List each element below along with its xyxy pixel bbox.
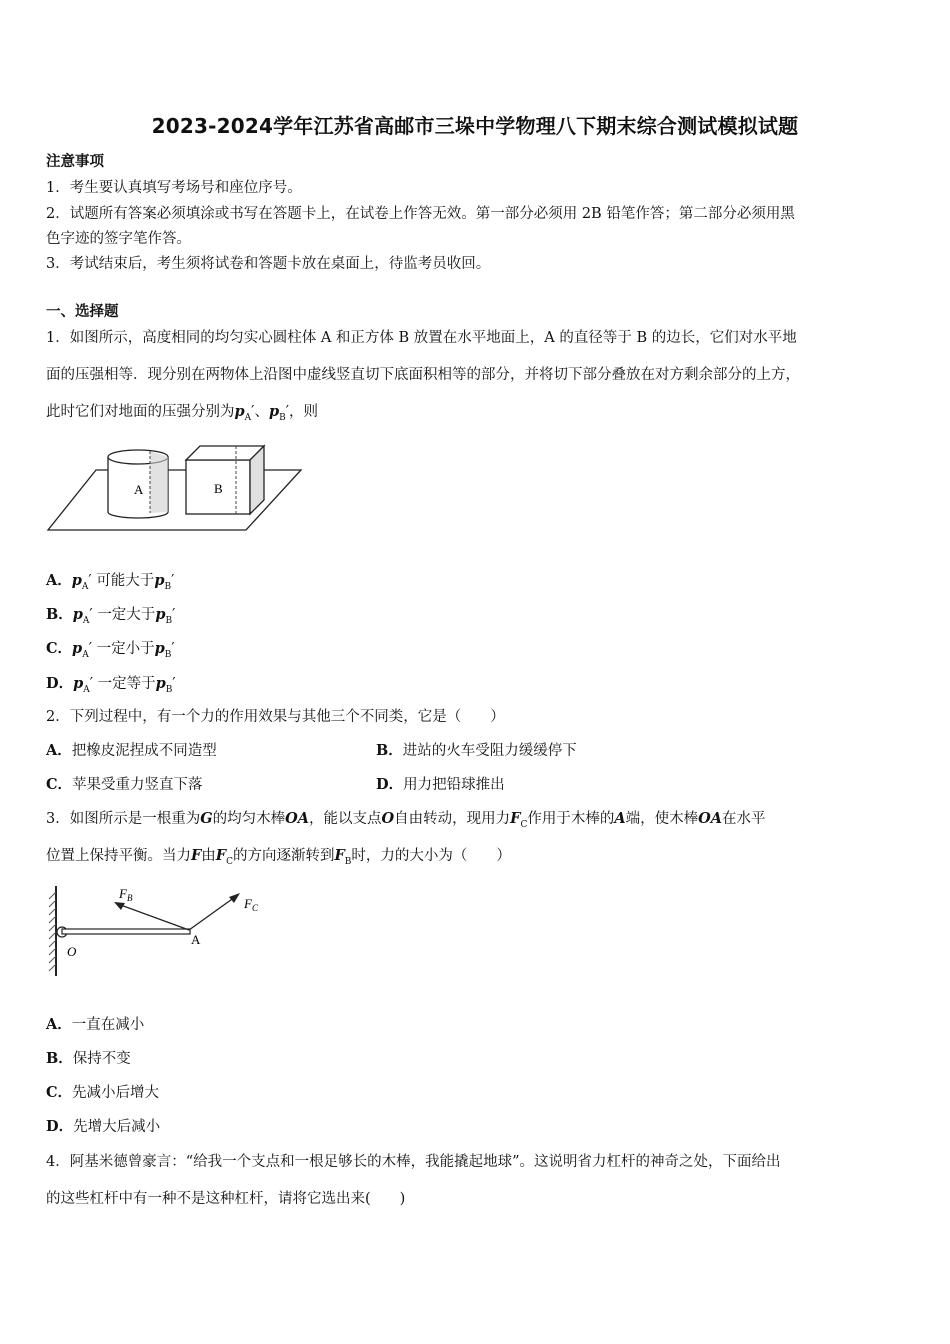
q1-option-a[interactable]: A．$p_A'$ 可能大于$p_B'$: [46, 572, 175, 592]
section-heading: 一、选择题: [46, 303, 119, 320]
fig-label-a: A: [134, 482, 144, 497]
q1-option-b[interactable]: B．$p_A'$ 一定大于$p_B'$: [46, 606, 176, 626]
page-title: 2023-2024学年江苏省高邮市三垛中学物理八下期末综合测试模拟试题: [151, 114, 799, 138]
q1-option-c[interactable]: C．$p_A'$ 一定小于$p_B'$: [46, 640, 175, 660]
fig-label-b: B: [214, 481, 223, 496]
q2-option-d[interactable]: D．用力把铅球推出: [376, 776, 505, 793]
force-fc-label: $F_C$: [244, 896, 258, 913]
q3-option-b[interactable]: B．保持不变: [46, 1050, 131, 1067]
force-fb-label: $F_B$: [119, 886, 133, 903]
notice-item: 3．考试结束后，考生须将试卷和答题卡放在桌面上，待监考员收回。: [46, 256, 491, 272]
q2-option-b[interactable]: B．进站的火车受阻力缓缓停下: [376, 742, 577, 759]
point-o-label: O: [67, 944, 77, 959]
q1-stem-line: 此时它们对地面的压强分别为$p_A'$、$p_B'$，则: [46, 403, 318, 423]
q4-stem-line: 的这些杠杆中有一种不是这种杠杆，请将它选出来( ): [46, 1191, 406, 1207]
q3-stem-line: 位置上保持平衡。当力F由$F_C$的方向逐渐转到$F_B$时，力的大小为（ ）: [46, 847, 511, 867]
q1-stem-line: 面的压强相等．现分别在两物体上沿图中虚线竖直切下底面积相等的部分，并将切下部分叠放在对方剩余部分的上方，: [46, 367, 800, 383]
q1-stem-line: 1．如图所示，高度相同的均匀实心圆柱体 A 和正方体 B 放置在水平地面上，A 的直径等于 B 的边长，它们对水平地: [46, 330, 797, 346]
notice-item: 1．考生要认真填写考场号和座位序号。: [46, 180, 302, 196]
q2-option-a[interactable]: A．把橡皮泥捏成不同造型: [46, 742, 217, 759]
notice-item: 2．试题所有答案必须填涂或书写在答题卡上，在试卷上作答无效。第一部分必须用 2B 铅笔作答；第二部分必须用黑: [46, 206, 795, 222]
notice-item: 色字迹的签字笔作答。: [46, 231, 191, 247]
q3-figure: [46, 880, 276, 980]
q3-option-a[interactable]: A．一直在减小: [46, 1016, 145, 1033]
q3-option-c[interactable]: C．先减小后增大: [46, 1084, 160, 1101]
q4-stem-line: 4．阿基米德曾豪言：“给我一个支点和一根足够长的木棒，我能撬起地球”。这说明省力杠杆的神奇之处，下面给出: [46, 1154, 781, 1170]
q3-option-d[interactable]: D．先增大后减小: [46, 1118, 161, 1135]
q2-option-c[interactable]: C．苹果受重力竖直下落: [46, 776, 203, 793]
q2-stem: 2．下列过程中，有一个力的作用效果与其他三个不同类，它是（ ）: [46, 709, 505, 725]
q3-stem-line: 3．如图所示是一根重为G的均匀木棒OA，能以支点O自由转动，现用力$F_C$作用于木棒的A端，使木棒OA在水平: [46, 810, 766, 830]
q1-figure: [46, 438, 306, 538]
point-a-label: A: [191, 932, 201, 947]
q1-option-d[interactable]: D．$p_A'$ 一定等于$p_B'$: [46, 675, 176, 695]
notice-heading: 注意事项: [46, 153, 104, 170]
